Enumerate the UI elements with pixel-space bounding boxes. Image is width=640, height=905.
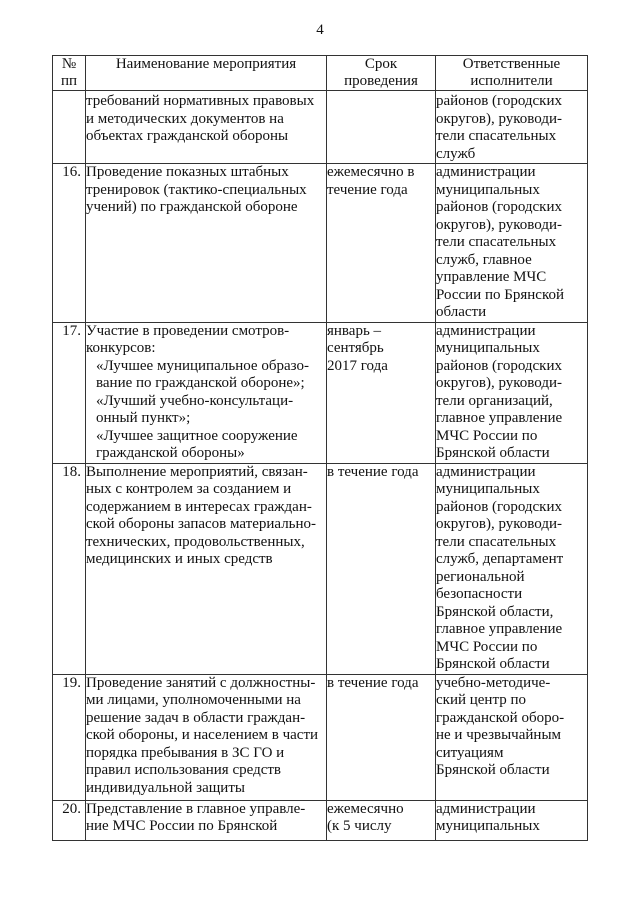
header-num xyxy=(53,56,86,91)
text-line: № xyxy=(61,56,77,72)
text-line: районов (городских xyxy=(436,199,562,215)
text-line: области xyxy=(436,304,487,320)
event-term xyxy=(327,322,436,463)
text-line: администрации xyxy=(436,800,536,817)
event-name xyxy=(86,164,327,323)
text-line: ской обороны, и населением в части xyxy=(86,727,319,743)
event-responsible xyxy=(436,800,588,840)
event-term xyxy=(327,164,436,323)
text-line: главное управление xyxy=(436,410,563,426)
text-line: Наименование мероприятия xyxy=(115,56,297,72)
text-line: Представление в главное управле- xyxy=(86,800,306,817)
text-line: округов), руководи- xyxy=(436,216,562,233)
table-header-row xyxy=(53,56,588,91)
text-line: ние МЧС России по Брянской xyxy=(86,818,278,834)
row-number: 18. xyxy=(53,463,86,674)
text-line: онный пункт»; xyxy=(96,410,191,426)
cont-num xyxy=(53,91,86,164)
text-line: объектах гражданской обороны xyxy=(86,128,289,144)
text-line: вание по гражданской обороне»; xyxy=(96,375,305,391)
event-name xyxy=(86,463,327,674)
text-line: ской обороны запасов материально- xyxy=(86,516,317,532)
text-line: Проведение занятий с должностны- xyxy=(86,674,316,691)
text-line: (к 5 числу xyxy=(327,818,392,834)
text-line: сентябрь xyxy=(327,340,384,356)
table-row xyxy=(53,322,588,463)
row-number: 16. xyxy=(53,164,86,323)
text-line: требований нормативных правовых xyxy=(86,93,315,109)
text-line: тели спасательных xyxy=(436,128,557,144)
text-line: администрации xyxy=(436,322,536,339)
event-name xyxy=(86,800,327,840)
text-line: муниципальных xyxy=(436,481,540,497)
text-line: учений) по гражданской обороне xyxy=(86,199,298,215)
text-line: индивидуальной защиты xyxy=(86,779,245,796)
text-line: «Лучшее защитное сооружение xyxy=(96,427,298,444)
text-line: «Лучшее муниципальное образо- xyxy=(96,357,309,374)
header-term xyxy=(327,56,436,91)
text-line: не и чрезвычайным xyxy=(436,727,562,743)
text-line: районов (городских xyxy=(436,357,562,374)
text-line: гражданской обороны» xyxy=(96,445,245,461)
text-line: «Лучший учебно-консультаци- xyxy=(96,392,294,409)
event-term xyxy=(327,674,436,800)
text-line: муниципальных xyxy=(436,181,540,198)
text-line: пп xyxy=(60,73,78,89)
text-line: округов), руководи- xyxy=(436,110,562,127)
text-line: технических, продовольственных, xyxy=(86,533,305,550)
text-line: учебно-методиче- xyxy=(436,674,551,691)
text-line: округов), руководи- xyxy=(436,375,562,391)
table-row xyxy=(53,463,588,674)
text-line: исполнители xyxy=(470,73,553,89)
event-term xyxy=(327,800,436,840)
cont-responsible xyxy=(436,91,588,164)
text-line: и методических документов на xyxy=(86,110,284,127)
text-line: администрации xyxy=(436,463,536,480)
text-line: ситуациям xyxy=(436,744,504,761)
table-row xyxy=(53,674,588,800)
text-line: ский центр по xyxy=(436,692,526,708)
text-line: муниципальных xyxy=(436,818,540,834)
text-line: России по Брянской xyxy=(436,286,564,303)
event-responsible xyxy=(436,164,588,323)
text-line: районов (городских xyxy=(436,498,562,515)
text-line: содержанием в интересах граждан- xyxy=(86,498,312,515)
text-line: гражданской оборо- xyxy=(436,709,565,726)
event-name xyxy=(86,674,327,800)
text-line: тели организаций, xyxy=(436,392,553,409)
text-line: Брянской области xyxy=(436,762,550,778)
event-responsible xyxy=(436,674,588,800)
text-line: служб, главное xyxy=(436,251,532,268)
text-line: тели спасательных xyxy=(436,533,557,550)
row-number: 20. xyxy=(53,800,86,840)
continuation-row xyxy=(53,91,588,164)
text-line: тели спасательных xyxy=(436,234,557,250)
text-line: проведения xyxy=(344,73,418,89)
table-row xyxy=(53,164,588,323)
text-line: служб, департамент xyxy=(436,551,564,567)
text-line: ежемесячно в xyxy=(327,164,415,180)
text-line: правил использования средств xyxy=(86,762,281,778)
cont-term xyxy=(327,91,436,164)
text-line: ми лицами, уполномоченными на xyxy=(86,692,301,708)
text-line: безопасности xyxy=(436,586,523,602)
header-responsible xyxy=(436,56,588,91)
text-line: Ответственные xyxy=(462,56,561,72)
event-responsible xyxy=(436,322,588,463)
text-line: ных с контролем за созданием и xyxy=(86,481,292,497)
text-line: Брянской области xyxy=(436,656,550,672)
text-line: МЧС России по xyxy=(436,427,538,444)
text-line: течение года xyxy=(327,181,408,198)
page-number: 4 xyxy=(316,22,324,38)
table-row xyxy=(53,800,588,840)
text-line: администрации xyxy=(436,164,536,180)
text-line: в течение года xyxy=(327,463,419,480)
text-line: муниципальных xyxy=(436,340,540,356)
text-line: ежемесячно xyxy=(327,800,404,817)
row-number: 17. xyxy=(53,322,86,463)
text-line: региональной xyxy=(436,568,525,585)
row-number: 19. xyxy=(53,674,86,800)
text-line: МЧС России по xyxy=(436,638,538,655)
text-line: в течение года xyxy=(327,674,419,691)
text-line: служб xyxy=(436,145,476,162)
text-line: Брянской области xyxy=(436,445,550,461)
text-line: конкурсов: xyxy=(86,340,156,356)
text-line: Участие в проведении смотров- xyxy=(86,322,290,339)
text-line: Срок xyxy=(364,56,398,72)
event-name xyxy=(86,322,327,463)
events-table xyxy=(52,55,588,841)
text-line: Брянской области, xyxy=(436,603,554,620)
text-line: 2017 года xyxy=(327,357,388,374)
event-term xyxy=(327,463,436,674)
text-line: решение задач в области граждан- xyxy=(86,709,306,726)
text-line: Проведение показных штабных xyxy=(86,164,289,180)
text-line: главное управление xyxy=(436,621,563,637)
event-responsible xyxy=(436,463,588,674)
text-line: медицинских и иных средств xyxy=(86,551,273,567)
text-line: округов), руководи- xyxy=(436,516,562,532)
cont-name xyxy=(86,91,327,164)
text-line: районов (городских xyxy=(436,93,562,109)
text-line: порядка пребывания в ЗС ГО и xyxy=(86,744,285,761)
header-name xyxy=(86,56,327,91)
text-line: Выполнение мероприятий, связан- xyxy=(86,463,308,480)
text-line: управление МЧС xyxy=(436,269,547,285)
text-line: тренировок (тактико-специальных xyxy=(86,181,307,198)
text-line: январь – xyxy=(327,322,382,339)
